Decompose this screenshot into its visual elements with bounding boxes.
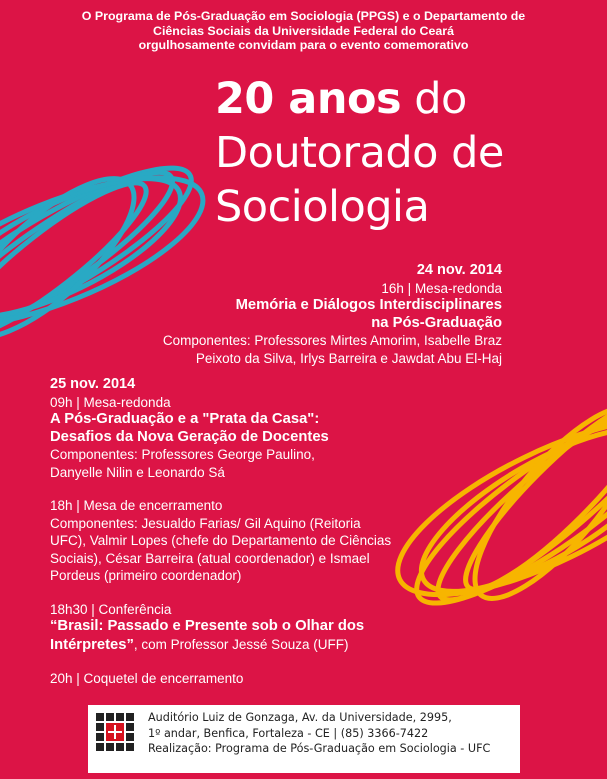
session-2-components-line-1: Componentes: Jesualdo Farias/ Gil Aquino (Reitoria (50, 515, 361, 531)
header-line-2: Ciências Sociais da Universidade Federal do Ceará (153, 23, 454, 38)
session-1-components-line-1: Componentes: Professores George Paulino, (50, 447, 315, 462)
session-2-components-line-3: Sociais), César Barreira (atual coordenador) e Ismael (50, 550, 370, 566)
venue-footer (88, 705, 520, 773)
title-line-2: Doutorado de (215, 128, 504, 178)
footer-address-line-1: Auditório Luiz de Gonzaga, Av. da Universidade, 2995, (148, 711, 452, 724)
session-1-components-line-2: Danyelle Nilin e Leonardo Sá (50, 464, 225, 480)
session-3-title-line-2: Intérpretes” (50, 636, 134, 653)
day-2-schedule (50, 376, 470, 688)
header-line-1: O Programa de Pós-Graduação em Sociologia (PPGS) e o Departamento de (81, 9, 526, 23)
session-3-speaker: , com Professor Jessé Souza (UFF) (133, 636, 349, 652)
day-1-components-line-2: Peixoto da Silva, Irlys Barreira e Jawdat Abu El-Haj (195, 350, 502, 366)
session-4-time: 20h | Coquetel de encerramento (50, 671, 244, 686)
day-1-time: 16h | Mesa-redonda (381, 280, 502, 296)
session-2-time: 18h | Mesa de encerramento (50, 498, 223, 513)
title-line-3: Sociologia (215, 182, 430, 232)
day-2-date: 25 nov. 2014 (50, 376, 136, 392)
event-title (215, 72, 504, 234)
day-1-date: 24 nov. 2014 (416, 262, 502, 278)
session-3-time: 18h30 | Conferência (50, 601, 172, 617)
footer-address-line-2: 1º andar, Benfica, Fortaleza - CE | (85) 3366-7422 (148, 726, 429, 740)
session-2-components-line-4: Pordeus (primeiro coordenador) (50, 568, 242, 583)
day-1-title-line-1: Memória e Diálogos Interdisciplinares (235, 297, 502, 313)
title-line-1-rest: do (401, 74, 467, 124)
session-3-title-line-1: “Brasil: Passado e Presente sob o Olhar dos (50, 618, 365, 634)
footer-organizer: Realização: Programa de Pós-Graduação em Sociologia - UFC (148, 742, 491, 755)
header-line-3: orgulhosamente convidam para o evento comemorativo (138, 38, 469, 52)
invitation-header (20, 9, 587, 53)
day-1-schedule (82, 262, 502, 367)
day-1-title-line-2: na Pós-Graduação (371, 314, 502, 331)
day-1-components-line-1: Componentes: Professores Mirtes Amorim, Isabelle Braz (162, 333, 502, 348)
session-1-title-line-1: A Pós-Graduação e a "Prata da Casa": (50, 411, 320, 427)
session-1-time: 09h | Mesa-redonda (50, 394, 171, 410)
session-1-title-line-2: Desafios da Nova Geração de Docentes (50, 428, 329, 445)
title-bold-part: 20 anos (215, 74, 402, 124)
ufc-logo-icon (94, 711, 136, 757)
session-2-components-line-2: UFC), Valmir Lopes (chefe do Departamento de Ciências (50, 533, 392, 548)
